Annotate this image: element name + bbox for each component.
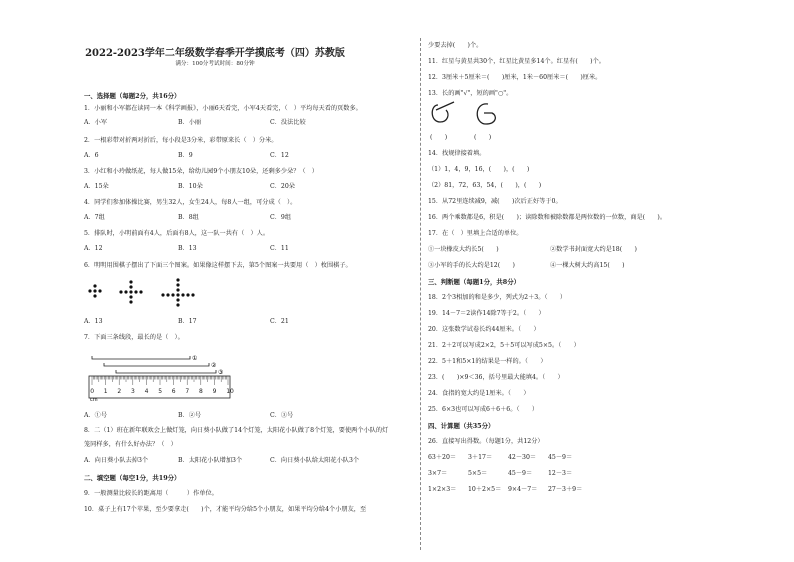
go-stone-patterns-figure [86,280,196,308]
q1-option-b: B．小丽 [178,119,202,126]
q5-option-c: C．11 [270,245,289,252]
q1-option-c: C．没法比较 [270,119,306,126]
q6-option-b: B．17 [178,318,197,325]
q8-option-a: A．向日葵小队去掉3个 [84,457,149,464]
ruler-number: 2 [117,388,122,395]
q8-option-c: C．向日葵小队给太阳花小队3个 [270,457,360,464]
calc-1-3: 42－30＝ [508,454,537,461]
page-title: 2022-2023学年二年级数学春季开学摸底考（四）苏教版 [85,48,345,59]
question-4: 4．同学们参加体操比赛，男生32人，女生24人，每8人一组，可分成（ ）。 [84,199,297,206]
ruler-number: 5 [158,388,163,395]
segment-1 [92,356,190,359]
q4-option-c: C．9组 [270,214,292,221]
question-13: 13．长的画"√"，短的画"○"。 [428,90,513,97]
question-23: 23．( )×9＜36，括号里最大能填4。（ ） [428,374,564,381]
calc-2-3: 45－9＝ [508,470,533,477]
ruler-number: 3 [131,388,135,395]
q7-option-a: A．①号 [84,412,108,419]
question-14: 14．找规律接着填。 [428,150,486,157]
question-2: 2．一根彩带对折两对折后，每小段是3分米，彩带原来长（ ）分米。 [84,137,278,144]
question-17-item-2: ②数学书封面宽大约是18( ) [550,246,637,253]
question-8-cont: 笼同样多，有什么好办法？（ ） [84,441,177,448]
q13-blank-1[interactable]: ( ) [430,134,448,141]
curve-2 [477,104,495,124]
question-24: 24．食指的宽大约是1厘米。（ ） [428,390,530,397]
ruler-number: 1 [103,388,108,395]
segment-2-label: ② [211,362,217,369]
q3-option-b: B．10朵 [178,183,203,190]
calc-3-3: 9×4－7＝ [508,486,538,493]
curve-1 [432,102,454,122]
ruler-unit: cm [90,397,98,403]
segment-2 [104,363,209,366]
q13-blank-2[interactable]: ( ) [474,134,492,141]
calc-3-4: 27－3＋9＝ [548,486,583,493]
calc-2-2: 5×5＝ [468,470,488,477]
ruler-number: 8 [199,388,203,395]
ruler-number: 6 [171,388,176,395]
question-7: 7．下面三条线段，最长的是（ ）。 [84,334,184,341]
question-15: 15．从72里连续减9，减( )次后正好等于0。 [428,198,562,205]
pattern-1 [88,284,101,297]
question-10: 10．桌子上有17个苹果，至少要拿走( )个，才能平均分给5个小朋友，如果平均分给4个小朋友，至 [84,506,367,513]
question-12: 12．3厘米＋5厘米＝( )厘米，1米－60厘米＝( )厘米。 [428,74,602,81]
question-8: 8．二（1）班在新年联欢会上做灯笼，向日葵小队做了14个灯笼，太阳花小队做了8个灯笼，要使两个小队的灯 [84,427,389,434]
question-3: 3．小红和小玲做纸花，每人做15朵，给幼儿园9个小朋友10朵，还剩多少朵？（ ） [84,168,318,175]
calc-2-1: 3×7＝ [428,470,448,477]
question-19: 19．14－7＝2读作14除7等于2。（ ） [428,310,545,317]
section-judge-heading: 三、判断题（每题1分，共8分） [428,278,520,286]
question-10-cont: 少要去掉( )个。 [428,42,483,49]
calc-1-2: 3＋17＝ [468,454,493,461]
segment-1-label: ① [192,355,198,362]
question-14-part-2: （2）81，72，63，54，( )，( ) [428,182,542,189]
q3-option-a: A．15朵 [84,183,109,190]
page-subtitle: 满分：100分考试时间：80分钟 [175,61,255,67]
question-20: 20．这张数学试卷长约44厘米。（ ） [428,326,540,333]
calc-3-2: 10＋2×5＝ [468,486,502,493]
question-14-part-1: （1）1，4，9，16，( )，( ) [428,166,530,173]
q6-option-a: A．13 [84,318,103,325]
question-18: 18．2个3相加的和是多少，列式为2＋3。（ ） [428,294,567,301]
q5-option-a: A．12 [84,245,103,252]
q8-option-b: B．太阳花小队增加3个 [178,457,243,464]
section-choice-heading: 一、选择题（每题2分，共16分） [84,92,181,100]
ruler-number: 7 [185,388,190,395]
calc-3-1: 1×2×3＝ [428,486,457,493]
q3-option-c: C．20朵 [270,183,295,190]
calc-1-4: 45－9＝ [548,454,573,461]
question-6: 6．明明用围棋子摆出了下面三个图案。如果像这样摆下去，第5个图案一共要用（ ）枚围棋子。 [84,262,352,269]
question-1: 1．小丽和小军都在读同一本《科学画报》，小丽6天看完，小军4天看完，（ ）平均每天看的页数多。 [84,105,362,112]
pattern-3 [161,278,194,306]
segment-3 [116,370,216,373]
question-17: 17．在（ ）里填上合适的单位。 [428,230,523,237]
q4-option-b: B．8组 [178,214,199,221]
q5-option-b: B．13 [178,245,197,252]
q4-option-a: A．7组 [84,214,105,221]
string-comparison-figure [428,100,508,130]
question-17-item-3: ③小军的手的长大约是12( ) [428,262,515,269]
segment-3-label: ③ [218,369,224,376]
q7-option-c: C．③号 [270,412,294,419]
calc-1-1: 63＋20＝ [428,454,457,461]
ruler-number: 0 [90,388,95,395]
section-calc-heading: 四、计算题（共35分） [428,422,495,430]
question-26: 26．直接写出得数。（每题1分，共12分） [428,438,544,445]
q2-option-c: C．12 [270,152,289,159]
ruler-number: 4 [144,388,149,395]
question-9: 9．一般测量比较长的距离用（ ）作单位。 [84,490,218,497]
question-5: 5．排队时，小明前面有4人，后面有8人，这一队一共有（ ）人。 [84,230,270,237]
ruler-number: 10 [226,388,234,395]
q6-option-c: C．21 [270,318,289,325]
question-17-item-1: ①一块橡皮大约长5( ) [428,246,499,253]
question-21: 21．2＋2可以写成2×2，5＋5可以写成5×5。（ ） [428,342,580,349]
question-25: 25．6×3也可以写成6＋6＋6。（ ） [428,406,539,413]
question-22: 22．5＋1和5×1的结果是一样的。（ ） [428,358,547,365]
q2-option-b: B．9 [178,152,193,159]
calc-2-4: 12－3＝ [548,470,573,477]
ruler-figure [88,350,233,402]
q1-option-a: A．小军 [84,119,108,126]
question-17-item-4: ④一棵大树大约高15( ) [550,262,625,269]
q2-option-a: A．6 [84,152,99,159]
column-divider [420,38,421,550]
q7-option-b: B．②号 [178,412,202,419]
ruler-number: 9 [212,388,217,395]
section-fill-heading: 二、填空题（每空1分，共19分） [84,474,181,482]
question-16: 16．两个乘数都是6，积是( )；读除数和被除数都是两位数的一位数，商是( )。 [428,214,667,221]
pattern-2 [119,280,142,303]
question-11: 11．红星与黄星共30个，红星比黄星多14个。红星有( )个。 [428,58,605,65]
